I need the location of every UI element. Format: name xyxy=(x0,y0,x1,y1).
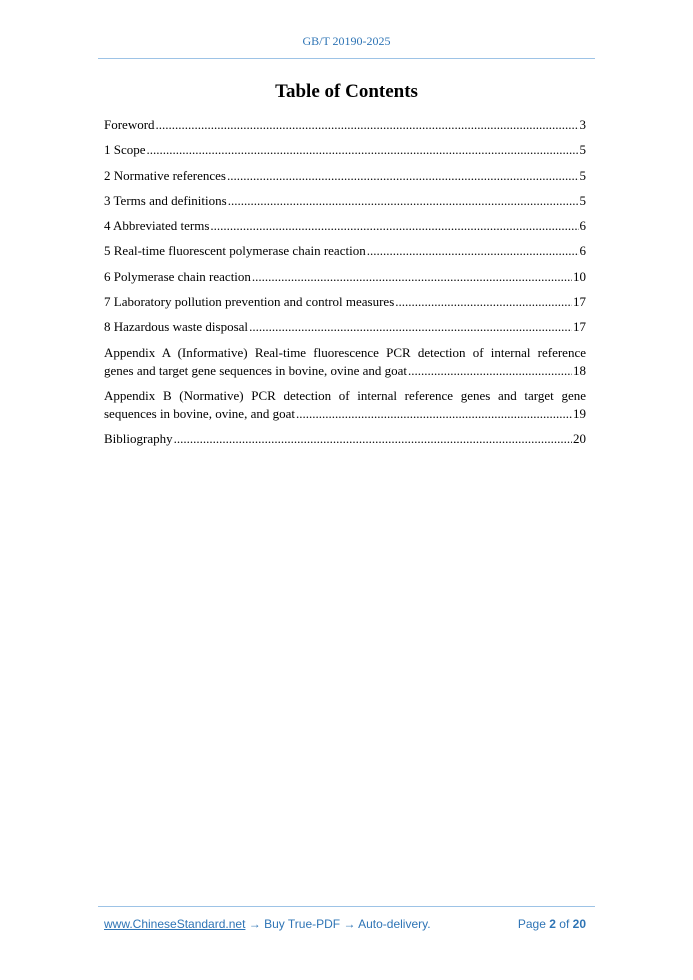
toc-entry-page: 5 xyxy=(579,167,586,183)
page-indicator xyxy=(518,917,586,931)
toc-entry-page: 5 xyxy=(579,142,586,158)
toc-entry-scope[interactable] xyxy=(104,141,586,159)
total-pages-number: 20 xyxy=(572,917,586,931)
of-label: of xyxy=(559,917,570,931)
dot-leader xyxy=(408,362,572,380)
toc-entry-label: 8 Hazardous waste disposal xyxy=(104,319,249,335)
toc-entry-label: 7 Laboratory pollution prevention and control measures xyxy=(104,294,395,310)
toc-entry-label: 6 Polymerase chain reaction xyxy=(104,268,251,284)
footer-divider xyxy=(98,906,595,907)
dot-leader xyxy=(210,217,578,235)
toc-entry-pcr[interactable] xyxy=(104,268,586,286)
toc-entry-label: Foreword xyxy=(104,117,155,132)
toc-entry-label: 4 Abbreviated terms xyxy=(104,218,210,234)
toc-entry-page: 20 xyxy=(573,431,586,447)
toc-entry-real-time-pcr[interactable] xyxy=(104,242,586,260)
toc-entry-bibliography[interactable] xyxy=(104,430,586,448)
dot-leader xyxy=(395,293,572,311)
dot-leader xyxy=(296,405,572,423)
toc-entry-terms-definitions[interactable] xyxy=(104,192,586,210)
toc-entry-label: 5 Real-time fluorescent polymerase chain reaction xyxy=(104,243,366,259)
toc-entry-pollution-prevention[interactable] xyxy=(104,293,586,311)
toc-entry-page: 18 xyxy=(573,362,586,378)
toc-entry-page: 19 xyxy=(573,405,586,421)
toc-title: Table of Contents xyxy=(275,81,418,102)
toc-entry-label-line2: sequences in bovine, ovine, and goat xyxy=(104,405,295,421)
toc-entry-label-line1: Appendix A (Informative) Real-time fluorescence PCR detection of internal reference xyxy=(104,344,586,360)
toc-entry-label: 2 Normative references xyxy=(104,167,226,183)
toc-entry-appendix-a[interactable] xyxy=(104,344,586,380)
dot-leader xyxy=(367,242,579,260)
toc-entry-normative-references[interactable] xyxy=(104,167,586,185)
toc-entry-page: 3 xyxy=(579,117,586,132)
dot-leader xyxy=(228,192,579,210)
toc-entry-label: 3 Terms and definitions xyxy=(104,192,227,208)
page-label: Page xyxy=(517,917,546,931)
toc-entry-page: 17 xyxy=(573,294,586,310)
toc-entry-label: 1 Scope xyxy=(104,142,146,158)
toc-entry-label-line2: genes and target gene sequences in bovine, ovine and goat xyxy=(104,362,407,378)
footer xyxy=(104,917,586,931)
toc-entry-hazardous-waste[interactable] xyxy=(104,318,586,336)
toc-entry-page: 5 xyxy=(579,192,586,208)
dot-leader xyxy=(227,167,579,185)
toc-entry-label: Bibliography xyxy=(104,431,173,447)
header-standard-code: GB/T 20190-2025 xyxy=(302,34,391,48)
header-divider xyxy=(98,58,595,59)
footer-promo xyxy=(104,917,431,931)
website-link[interactable]: www.ChineseStandard.net xyxy=(104,917,246,931)
current-page-number: 2 xyxy=(549,917,556,931)
dot-leader xyxy=(156,116,579,134)
toc-entry-page: 6 xyxy=(579,243,586,259)
dot-leader xyxy=(252,268,572,286)
toc-entry-label-line1: Appendix B (Normative) PCR detection of internal reference genes and target gene xyxy=(104,387,586,403)
toc-entry-abbreviated-terms[interactable] xyxy=(104,217,586,235)
toc-entry-foreword[interactable] xyxy=(104,116,586,134)
toc-entry-page: 6 xyxy=(579,218,586,234)
toc-entry-page: 10 xyxy=(573,268,586,284)
dot-leader xyxy=(174,430,572,448)
footer-promo-text: → Buy True-PDF → Auto-delivery. xyxy=(245,917,431,931)
toc-entry-appendix-b[interactable] xyxy=(104,387,586,423)
toc-entry-page: 17 xyxy=(573,319,586,335)
table-of-contents xyxy=(104,116,586,456)
dot-leader xyxy=(249,318,572,336)
dot-leader xyxy=(147,141,579,159)
